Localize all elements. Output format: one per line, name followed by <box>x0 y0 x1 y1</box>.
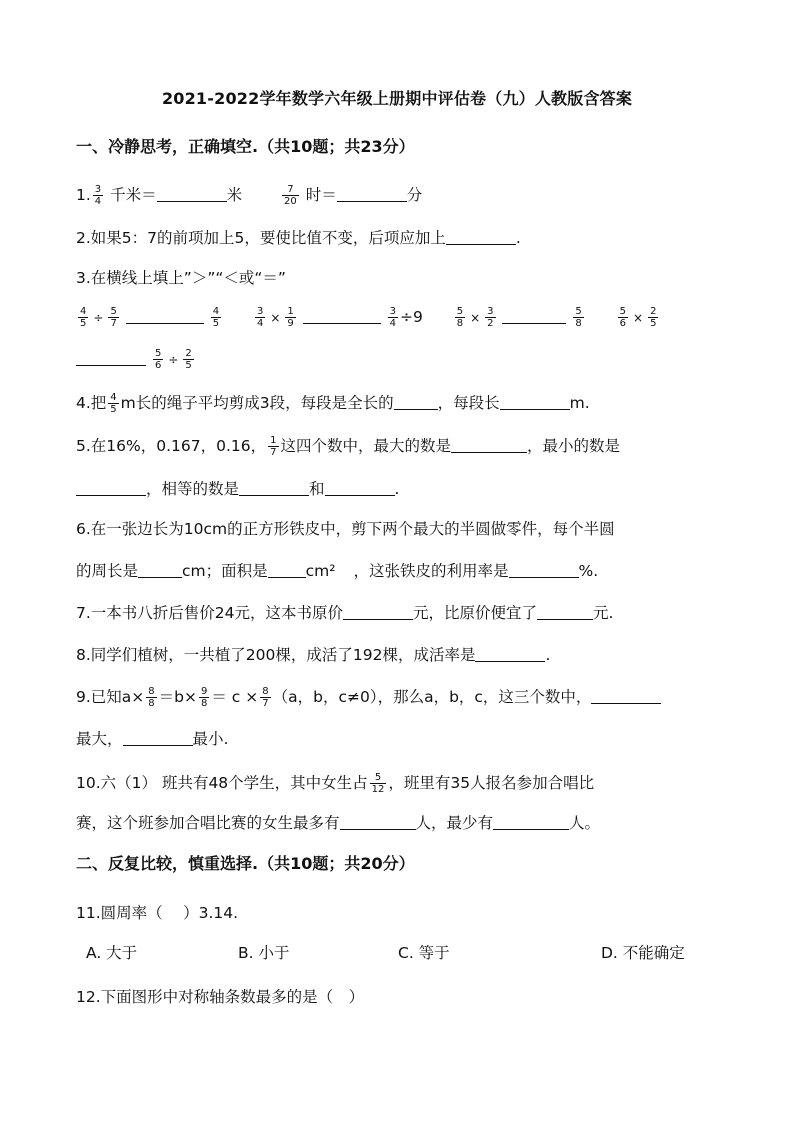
q3-op-3: × <box>470 311 481 325</box>
q6-blank-1[interactable] <box>138 561 182 578</box>
q7-text-b: 元，比原价便宜了 <box>413 604 538 622</box>
section-1-heading: 一、冷静思考，正确填空.（共10题；共23分） <box>76 137 415 156</box>
q1-text-d: 分 <box>406 186 423 204</box>
q9-fraction-1: $\frac{8}{8}$ <box>148 686 155 709</box>
question-5 <box>76 435 724 458</box>
q4-fraction: $\frac{4}{5}$ <box>110 392 117 415</box>
q5-fraction: $\frac{1}{7}$ <box>270 435 277 458</box>
q9-blank-1[interactable] <box>591 687 661 704</box>
question-9-cont <box>76 728 724 750</box>
q9-fraction-3: $\frac{8}{7}$ <box>262 686 269 709</box>
q7-blank-1[interactable] <box>343 603 413 620</box>
question-8 <box>76 644 724 666</box>
q5-text-e: 和 <box>309 480 325 498</box>
q1-text-b: 米 <box>226 186 243 204</box>
question-1 <box>76 184 724 207</box>
q8-blank[interactable] <box>475 645 545 662</box>
q3-blank-1[interactable] <box>126 307 204 324</box>
question-2 <box>76 227 724 249</box>
question-5-cont <box>76 478 724 500</box>
q1-blank-2[interactable] <box>337 185 407 202</box>
q9-text-e: 最大， <box>76 730 123 748</box>
q5-blank-4[interactable] <box>325 479 395 496</box>
q4-text-c: ，每段长 <box>437 394 500 412</box>
q4-text-d: m. <box>569 394 590 412</box>
q9-text-d: （a，b，c≠0），那么a，b，c，这三个数中， <box>272 688 592 706</box>
q8-text-a: 8.同学们植树，一共植了200棵，成活了192棵，成活率是 <box>76 646 476 664</box>
q3-frac-1: $\frac{4}{5}$ <box>80 306 87 329</box>
q6-text-d: ，这张铁皮的利用率是 <box>353 562 509 580</box>
q3-frac-6: $\frac{3}{4}$ <box>389 306 396 329</box>
question-4 <box>76 392 724 415</box>
q10-blank-2[interactable] <box>493 813 569 830</box>
q6-text-e: %. <box>578 562 599 580</box>
q5-blank-3[interactable] <box>239 479 309 496</box>
q3-blank-2[interactable] <box>303 307 381 324</box>
q10-text-c: 赛，这个班参加合唱比赛的女生最多有 <box>76 814 340 832</box>
q3-frac-11: $\frac{2}{5}$ <box>650 306 657 329</box>
q3-frac-9: $\frac{5}{8}$ <box>575 306 582 329</box>
q2-end: . <box>515 229 521 247</box>
question-11: 11.圆周率（ ）3.14. <box>76 904 239 922</box>
q6-blank-3[interactable] <box>509 561 579 578</box>
q3-row-1 <box>76 306 724 329</box>
q6-text-c: cm² <box>305 562 336 580</box>
q5-text-a: 5.在16%，0.167，0.16， <box>76 437 267 455</box>
q3-blank-4[interactable] <box>76 349 146 366</box>
q11-choice-b[interactable]: B. 小于 <box>238 944 290 962</box>
q6-text-a: 的周长是 <box>76 562 139 580</box>
question-3: 3.在横线上填上”＞”“＜或“＝” <box>76 269 286 287</box>
q3-frac-5: $\frac{1}{9}$ <box>287 306 294 329</box>
page-title: 2021-2022学年数学六年级上册期中评估卷（九）人教版含答案 <box>161 89 633 108</box>
q9-fraction-2: $\frac{9}{8}$ <box>200 686 208 709</box>
question-10 <box>76 772 724 795</box>
q3-frac-2: $\frac{5}{7}$ <box>110 306 117 329</box>
q6-text-b: cm；面积是 <box>182 562 268 580</box>
q3-frac-13: $\frac{2}{5}$ <box>185 348 192 371</box>
q1-text-c: 时＝ <box>305 186 337 204</box>
q1-number: 1. <box>76 186 91 204</box>
q4-text-b: m长的绳子平均剪成3段，每段是全长的 <box>120 394 394 412</box>
section-2-heading: 二、反复比较，慎重选择.（共10题；共20分） <box>76 854 415 873</box>
q5-blank-1[interactable] <box>451 436 527 453</box>
q10-blank-1[interactable] <box>340 813 416 830</box>
q3-frac-3: $\frac{4}{5}$ <box>212 306 220 329</box>
q7-text-c: 元. <box>593 604 614 622</box>
q3-frac-4: $\frac{3}{4}$ <box>256 306 264 329</box>
q3-op-2: × <box>270 311 281 325</box>
q3-frac-12: $\frac{5}{6}$ <box>154 348 162 371</box>
q1-blank-1[interactable] <box>157 185 227 202</box>
q3-blank-3[interactable] <box>502 307 566 324</box>
q3-row-2 <box>76 348 724 371</box>
question-7 <box>76 602 724 624</box>
q9-blank-2[interactable] <box>123 729 193 746</box>
q2-blank[interactable] <box>446 228 516 245</box>
q9-text-a: 9.已知a× <box>76 688 145 706</box>
q11-choice-d[interactable]: D. 不能确定 <box>601 944 685 962</box>
q3-frac-7: $\frac{5}{8}$ <box>456 306 464 329</box>
question-9 <box>76 686 724 709</box>
question-6: 6.在一张边长为10cm的正方形铁皮中，剪下两个最大的半圆做零件，每个半圆 <box>76 520 615 538</box>
q6-blank-2[interactable] <box>268 561 306 578</box>
q3-op-4: × <box>633 311 644 325</box>
q10-text-e: 人。 <box>569 814 601 832</box>
q5-text-c: ，最小的数是 <box>527 437 621 455</box>
q10-text-b: ，班里有35人报名参加合唱比 <box>388 774 595 792</box>
q5-blank-2[interactable] <box>76 479 146 496</box>
q11-choice-a[interactable]: A. 大于 <box>86 944 138 962</box>
q7-blank-2[interactable] <box>537 603 593 620</box>
q10-fraction: $\frac{5}{12}$ <box>371 772 385 795</box>
q7-text-a: 7.一本书八折后售价24元，这本书原价 <box>76 604 344 622</box>
question-10-cont <box>76 812 724 834</box>
q2-text: 2.如果5：7的前项加上5，要使比值不变，后项应加上 <box>76 229 446 247</box>
q9-text-f: 最小. <box>192 730 229 748</box>
question-6-cont <box>76 560 724 582</box>
q4-blank-2[interactable] <box>500 393 570 410</box>
q1-text-a: 千米＝ <box>110 186 157 204</box>
q3-div9: ÷9 <box>400 308 423 326</box>
q5-text-b: 这四个数中，最大的数是 <box>280 437 452 455</box>
q4-text-a: 4.把 <box>76 394 107 412</box>
q3-op-1: ÷ <box>93 311 104 325</box>
q8-text-b: . <box>545 646 551 664</box>
q11-choice-c[interactable]: C. 等于 <box>398 944 450 962</box>
q1-fraction-2: $\frac{7}{20}$ <box>284 184 297 207</box>
q3-frac-8: $\frac{3}{2}$ <box>487 306 494 329</box>
q9-text-c: ＝ c × <box>211 688 259 706</box>
q10-text-d: 人，最少有 <box>415 814 494 832</box>
q4-blank-1[interactable] <box>394 393 438 410</box>
question-12: 12.下面图形中对称轴条数最多的是（ ） <box>76 988 365 1006</box>
q10-text-a: 10.六（1） 班共有48个学生，其中女生占 <box>76 774 368 792</box>
q5-text-f: . <box>394 480 400 498</box>
q3-op-5: ÷ <box>168 353 179 367</box>
q5-text-d: ，相等的数是 <box>146 480 240 498</box>
q3-frac-10: $\frac{5}{6}$ <box>619 306 627 329</box>
q9-text-b: ＝b× <box>158 688 197 706</box>
q1-fraction-1: $\frac{3}{4}$ <box>94 184 102 207</box>
